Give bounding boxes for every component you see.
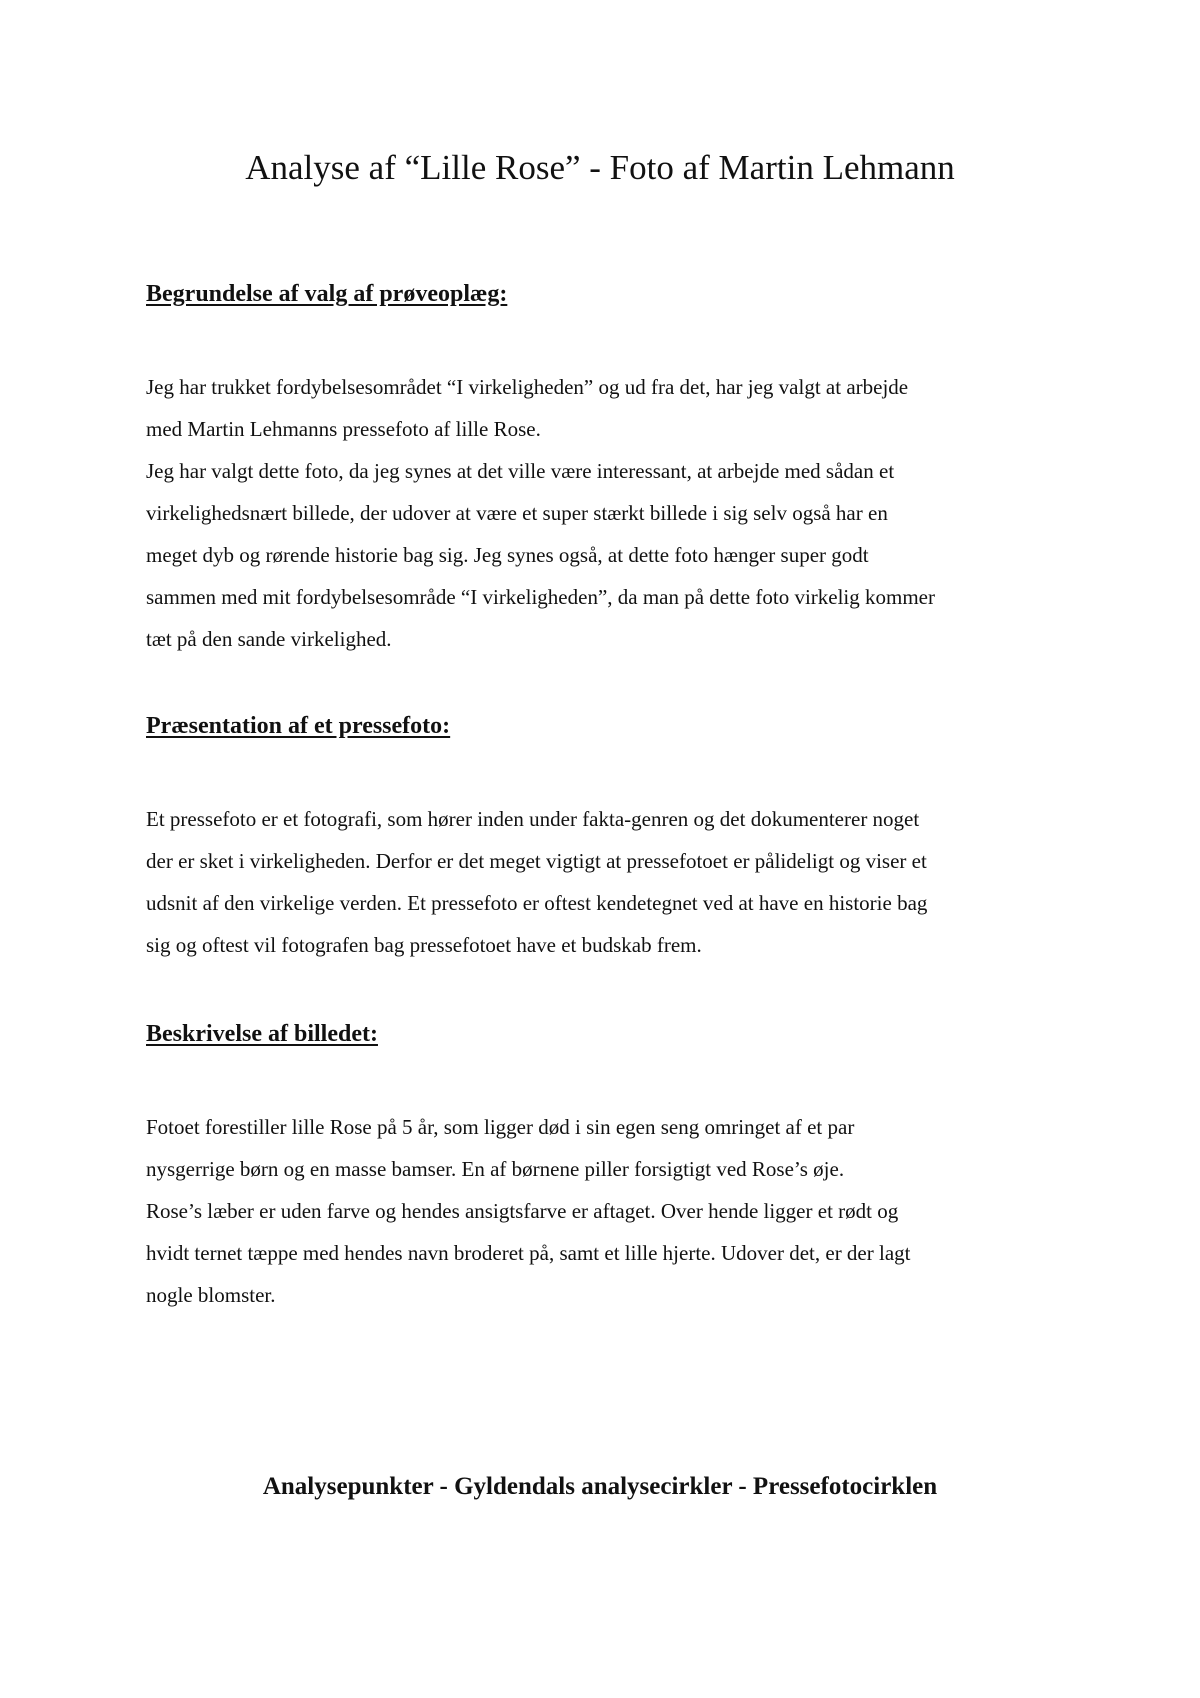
- paragraph-line: Fotoet forestiller lille Rose på 5 år, som ligger død i sin egen seng omringet af et par: [146, 1115, 855, 1139]
- paragraph-line: Et pressefoto er et fotografi, som hører inden under fakta-genren og det dokumenterer noget: [146, 807, 920, 831]
- section-heading-beskrivelse: Beskrivelse af billedet:: [146, 1021, 378, 1047]
- paragraph-line: Jeg har valgt dette foto, da jeg synes at det ville være interessant, at arbejde med sådan et: [146, 459, 895, 483]
- paragraph-line: virkelighedsnært billede, der udover at være et super stærkt billede i sig selv også har en: [146, 501, 888, 525]
- paragraph-line: sammen med mit fordybelsesområde “I virkeligheden”, da man på dette foto virkelig kommer: [146, 585, 935, 609]
- paragraph-line: nogle blomster.: [146, 1283, 276, 1307]
- document-title: Analyse af “Lille Rose” - Foto af Martin Lehmann: [245, 148, 955, 187]
- paragraph-line: med Martin Lehmanns pressefoto af lille Rose.: [146, 417, 541, 441]
- paragraph-line: sig og oftest vil fotografen bag pressefotoet have et budskab frem.: [146, 933, 702, 957]
- paragraph-line: udsnit af den virkelige verden. Et pressefoto er oftest kendetegnet ved at have en historie bag: [146, 891, 928, 915]
- paragraph-line: meget dyb og rørende historie bag sig. Jeg synes også, at dette foto hænger super godt: [146, 543, 869, 567]
- paragraph-line: tæt på den sande virkelighed.: [146, 627, 392, 651]
- section-paragraph-begrundelse: [146, 366, 1076, 660]
- paragraph-line: Rose’s læber er uden farve og hendes ansigtsfarve er aftaget. Over hende ligger et rødt og: [146, 1199, 899, 1223]
- paragraph-line: Jeg har trukket fordybelsesområdet “I virkeligheden” og ud fra det, har jeg valgt at arbejde: [146, 375, 909, 399]
- analysis-points-heading: Analysepunkter - Gyldendals analysecirkler - Pressefotocirklen: [262, 1473, 938, 1500]
- paragraph-line: der er sket i virkeligheden. Derfor er det meget vigtigt at pressefotoet er pålideligt og viser et: [146, 849, 927, 873]
- section-heading-begrundelse: Begrundelse af valg af prøveoplæg:: [146, 281, 508, 307]
- paragraph-line: nysgerrige børn og en masse bamser. En af børnene piller forsigtigt ved Rose’s øje.: [146, 1157, 845, 1181]
- section-heading-praesentation: Præsentation af et pressefoto:: [146, 713, 451, 739]
- paragraph-line: hvidt ternet tæppe med hendes navn broderet på, samt et lille hjerte. Udover det, er der lagt: [146, 1241, 911, 1265]
- section-paragraph-praesentation: [146, 798, 1076, 966]
- section-paragraph-beskrivelse: [146, 1106, 1076, 1316]
